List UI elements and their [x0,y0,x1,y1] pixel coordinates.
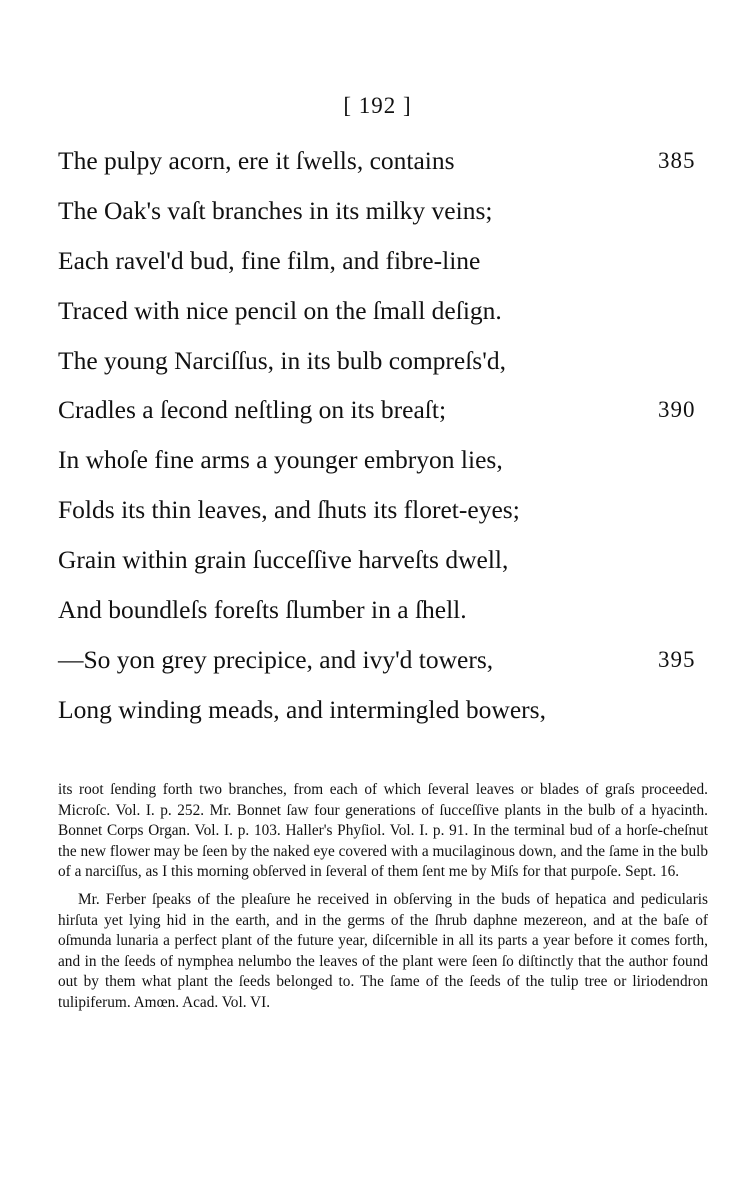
verse-line [58,190,718,240]
verse-line [58,489,718,539]
verse-text: And boundleſs foreſts ſlumber in a ſhell. [58,595,467,625]
verse-text: Cradles a ſecond neſtling on its breaſt; [58,395,447,425]
footnotes [58,780,708,1014]
verse-text: The Oak's vaſt branches in its milky veins; [58,195,493,225]
verse-text: Folds its thin leaves, and ſhuts its floret-eyes; [58,495,520,525]
verse-line [58,389,718,439]
verse-line [58,290,718,340]
line-number: 395 [658,646,696,672]
verse-line [58,689,718,739]
line-number: 385 [658,148,696,173]
verse-block [58,140,718,739]
verse-text: The young Narciſſus, in its bulb compreſs'd, [58,345,506,375]
verse-line [58,639,718,689]
verse-line [58,539,718,589]
footnote-paragraph: Mr. Ferber ſpeaks of the pleaſure he received in obſerving in the buds of hepatica and pedicularis hirſuta yet lying hid in the earth, and in the germs of the ſhrub daphne mezereon, and at the baſe of oſmunda lunaria a perfect plant of the future year, diſcernible in all its parts a year before it comes forth, and in the ſeeds of nymphea nelumbo the leaves of the plant were ſeen ſo diſtinctly that the author found out by them what plant the ſeeds belonged to. The ſame of the ſeeds of the tulip tree or liriodendron tulipiferum. Amœn. Acad. Vol. VI. [58,890,708,1011]
verse-text: —So yon grey precipice, and ivy'd towers, [58,644,494,674]
verse-text: Long winding meads, and intermingled bowers, [58,694,546,724]
verse-text: Each ravel'd bud, fine film, and fibre-line [58,245,481,275]
verse-line [58,439,718,489]
verse-line [58,240,718,290]
line-number: 390 [658,397,696,423]
verse-line [58,140,718,190]
verse-line [58,589,718,639]
verse-text: The pulpy acorn, ere it ſwells, contains [58,146,455,175]
verse-text: Traced with nice pencil on the ſmall deſign. [58,295,502,325]
verse-text: In whoſe fine arms a younger embryon lies, [58,445,503,475]
footnote-paragraph: its root ſending forth two branches, from each of which ſeveral leaves or blades of graſs proceeded. Microſc. Vol. I. p. 252. Mr. Bonnet ſaw four generations of ſucceſſive plants in the bulb of a hyacinth. Bonnet Corps Organ. Vol. I. p. 103. Haller's Phyſiol. Vol. I. p. 91. In the terminal bud of a horſe-cheſnut the new flower may be ſeen by the naked eye covered with a mucilaginous down, and the ſame in the bulb of a narciſſus, as I this morning obſerved in ſeveral of them ſent me by Miſs for that purpoſe. Sept. 16. [58,781,708,881]
verse-text: Grain within grain ſucceſſive harveſts dwell, [58,545,509,575]
verse-line [58,340,718,390]
page-number: [ 192 ] [343,93,412,118]
